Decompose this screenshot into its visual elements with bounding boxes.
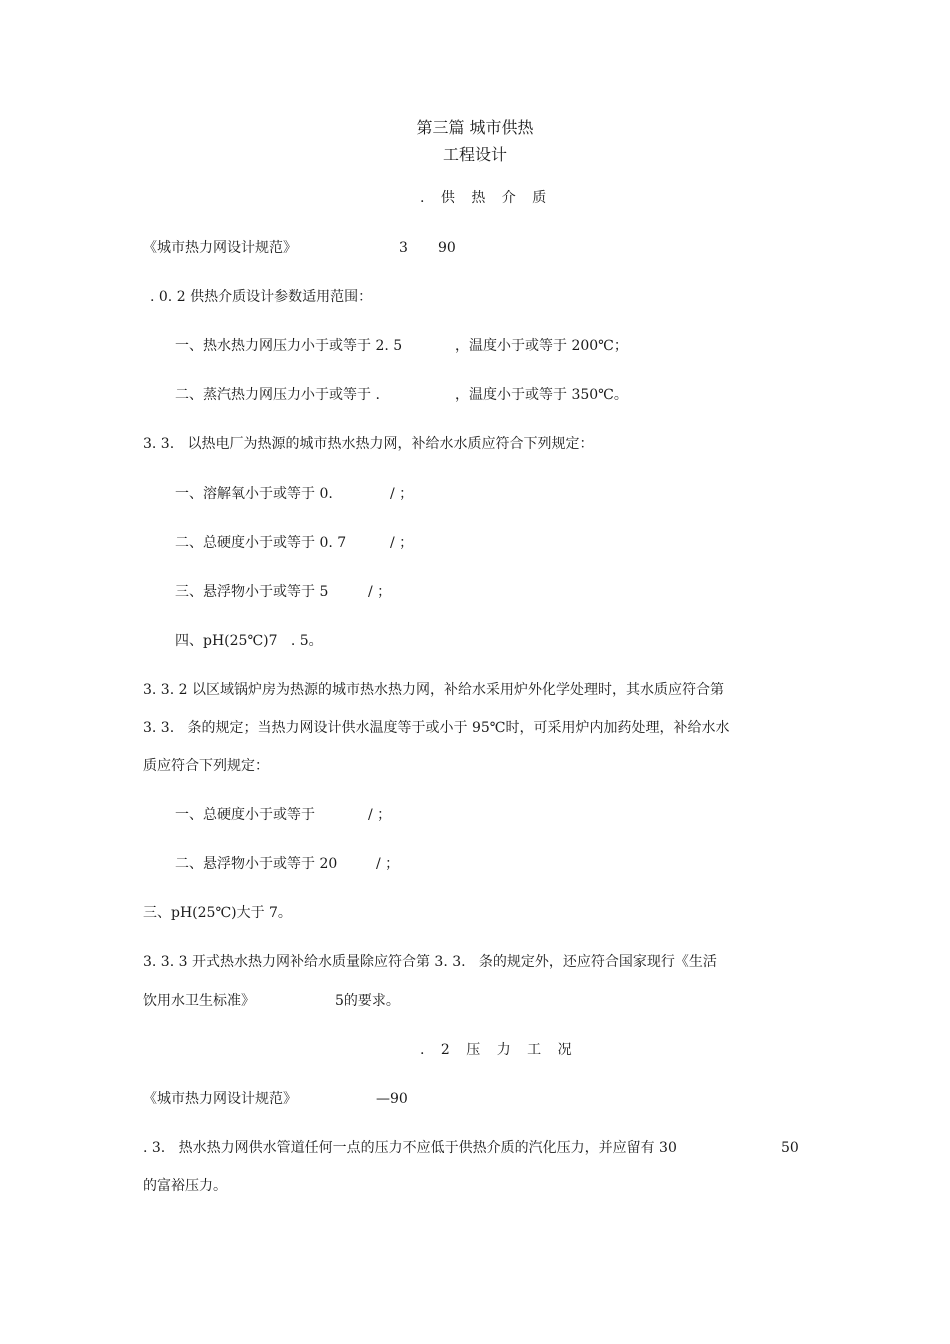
clause-water-quality: 3. 3. 以热电厂为热源的城市热水热力网，补给水水质应符合下列规定： <box>143 436 594 452</box>
list-item: 三、悬浮物小于或等于 5 <box>175 584 329 600</box>
list-item-tail: / ； <box>376 856 400 872</box>
list-item: 一、热水热力网压力小于或等于 2. 5 <box>175 338 403 354</box>
standard-number: —90 <box>376 1091 408 1107</box>
list-item-tail: ，温度小于或等于 350℃。 <box>455 387 628 403</box>
list-item: 二、悬浮物小于或等于 20 <box>175 856 338 872</box>
clause-boiler-line-3: 质应符合下列规定： <box>143 758 269 774</box>
list-item: 三、pH(25℃)大于 7。 <box>143 905 292 921</box>
list-item-tail: / ； <box>390 486 414 502</box>
clause-open-network-line-1: 3. 3. 3 开式热水热力网补给水质量除应符合第 3. 3. 条的规定外，还应符合国家现行《生活 <box>143 954 717 970</box>
list-item-tail: / ； <box>368 584 392 600</box>
standard-number-b: 90 <box>438 240 456 256</box>
clause-pressure-line-2: 的富裕压力。 <box>143 1178 227 1194</box>
list-item-tail: / ； <box>390 535 414 551</box>
standard-reference: 《城市热力网设计规范》 <box>143 1091 297 1107</box>
list-item-tail: / ； <box>368 807 392 823</box>
page-subtitle: 工程设计 <box>442 145 507 164</box>
section-heading-medium: . 供 热 介 质 <box>420 190 553 206</box>
clause-open-network-line-2: 饮用水卫生标准》 <box>143 993 255 1009</box>
clause-open-network-tail: 5的要求。 <box>335 993 400 1009</box>
list-item-tail: ，温度小于或等于 200℃； <box>455 338 628 354</box>
list-item: 一、总硬度小于或等于 <box>175 807 315 823</box>
list-item: 二、总硬度小于或等于 0. 7 <box>175 535 347 551</box>
clause-pressure-line-1: . 3. 热水热力网供水管道任何一点的压力不应低于供热介质的汽化压力，并应留有 30 <box>143 1140 677 1156</box>
list-item: 二、蒸汽热力网压力小于或等于 . <box>175 387 380 403</box>
list-item: 四、pH(25℃)7 . 5。 <box>175 633 323 649</box>
section-heading-pressure: . 2 压 力 工 况 <box>420 1042 578 1058</box>
clause-scope: . 0. 2 供热介质设计参数适用范围： <box>150 289 373 305</box>
clause-boiler-line-1: 3. 3. 2 以区域锅炉房为热源的城市热水热力网，补给水采用炉外化学处理时，其水质应符合第 <box>143 682 724 698</box>
standard-number-a: 3 <box>399 240 408 256</box>
clause-pressure-tail: 50 <box>781 1140 799 1156</box>
clause-boiler-line-2: 3. 3. 条的规定；当热力网设计供水温度等于或小于 95℃时，可采用炉内加药处理，补给水水 <box>143 720 730 736</box>
page-title: 第三篇 城市供热 <box>416 118 534 137</box>
standard-reference: 《城市热力网设计规范》 <box>143 240 297 256</box>
list-item: 一、溶解氧小于或等于 0. <box>175 486 333 502</box>
